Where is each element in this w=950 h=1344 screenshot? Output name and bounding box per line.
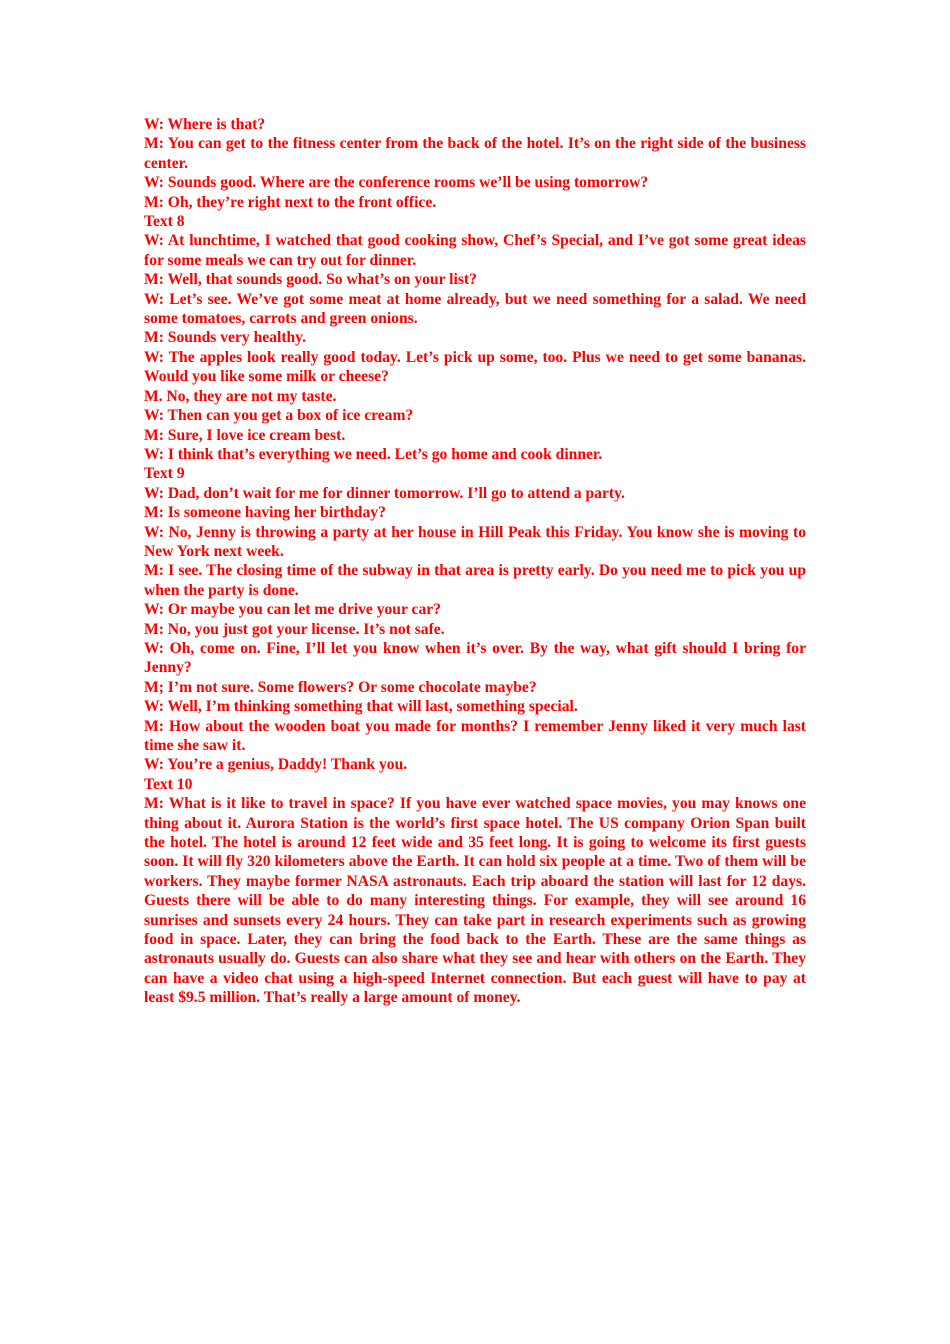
dialogue-line: W: Then can you get a box of ice cream? [144, 407, 414, 425]
dialogue-line: W: Where is that? [144, 116, 266, 133]
dialogue-line: M: What is it like to travel in space? If you have ever watched space movies, you may knows one thing about it. Aurora Station is the world’s first space hotel. The US company Orion Span built the hotel. The hotel is around 12 feet wide and 35 feet long. It is going to welcome its first guests soon. It will fly 320 kilometers above the Earth. It can hold six people at a time. Two of them will be workers. They maybe former NASA astronauts. Each trip aboard the station will last for 12 days. Guests there will be able to do many interesting things. For example, they will see around 16 sunrises and sunsets every 24 hours. They can take part in research experiments such as growing food in space. Later, they can bring the food back to the Earth. These are the same things as astronauts usually do. Guests can also share what they see and hear with others on the Earth. They can have a video chat using a high-speed Internet connection. But each guest will have to pay at least $9.5 million. That’s really a large amount of money. [144, 795, 806, 1007]
dialogue-line: M; I’m not sure. Some flowers? Or some chocolate maybe? [144, 678, 537, 696]
dialogue-line: M: You can get to the fitness center from the back of the hotel. It’s on the right side of the business center. [144, 135, 806, 172]
dialogue-line: W: At lunchtime, I watched that good cooking show, Chef’s Special, and I’ve got some great ideas for some meals we can try out for dinner. [144, 232, 806, 269]
dialogue-line: W: Or maybe you can let me drive your car? [144, 601, 441, 619]
dialogue-line: W: No, Jenny is throwing a party at her house in Hill Peak this Friday. You know she is moving to New York next week. [144, 523, 806, 560]
dialogue-line: W: Oh, come on. Fine, I’ll let you know when it’s over. By the way, what gift should I bring for Jenny? [144, 639, 806, 677]
dialogue-line: M: No, you just got your license. It’s not safe. [144, 620, 445, 638]
dialogue-line: M: Oh, they’re right next to the front office. [144, 193, 437, 211]
dialogue-line: W: Dad, don’t wait for me for dinner tomorrow. I’ll go to attend a party. [144, 484, 625, 502]
section-heading: Text 9 [144, 465, 185, 483]
dialogue-line: W: Sounds good. Where are the conference rooms we’ll be using tomorrow? [144, 174, 649, 192]
dialogue-line: M: Is someone having her birthday? [144, 504, 386, 522]
dialogue-line: M: Well, that sounds good. So what’s on your list? [144, 271, 477, 289]
dialogue-line: W: Let’s see. We’ve got some meat at home already, but we need something for a salad. We need some tomatoes, carrots and green onions. [144, 290, 806, 328]
dialogue-line: M: How about the wooden boat you made for months? I remember Jenny liked it very much last time she saw it. [144, 717, 806, 754]
dialogue-line: W: Well, I’m thinking something that will last, something special. [144, 698, 578, 716]
dialogue-line: W: You’re a genius, Daddy! Thank you. [144, 756, 408, 774]
dialogue-line: M: I see. The closing time of the subway in that area is pretty early. Do you need me to pick you up when the party is done. [144, 562, 806, 599]
dialogue-line: W: The apples look really good today. Let’s pick up some, too. Plus we need to get some bananas. Would you like some milk or cheese? [144, 348, 806, 386]
dialogue-line: M. No, they are not my taste. [144, 387, 337, 405]
section-heading: Text 8 [144, 213, 185, 231]
document-body [144, 115, 806, 1008]
dialogue-line: M: Sounds very healthy. [144, 329, 307, 347]
dialogue-line: M: Sure, I love ice cream best. [144, 426, 346, 444]
dialogue-line: W: I think that’s everything we need. Let’s go home and cook dinner. [144, 445, 603, 463]
section-heading: Text 10 [144, 775, 193, 793]
